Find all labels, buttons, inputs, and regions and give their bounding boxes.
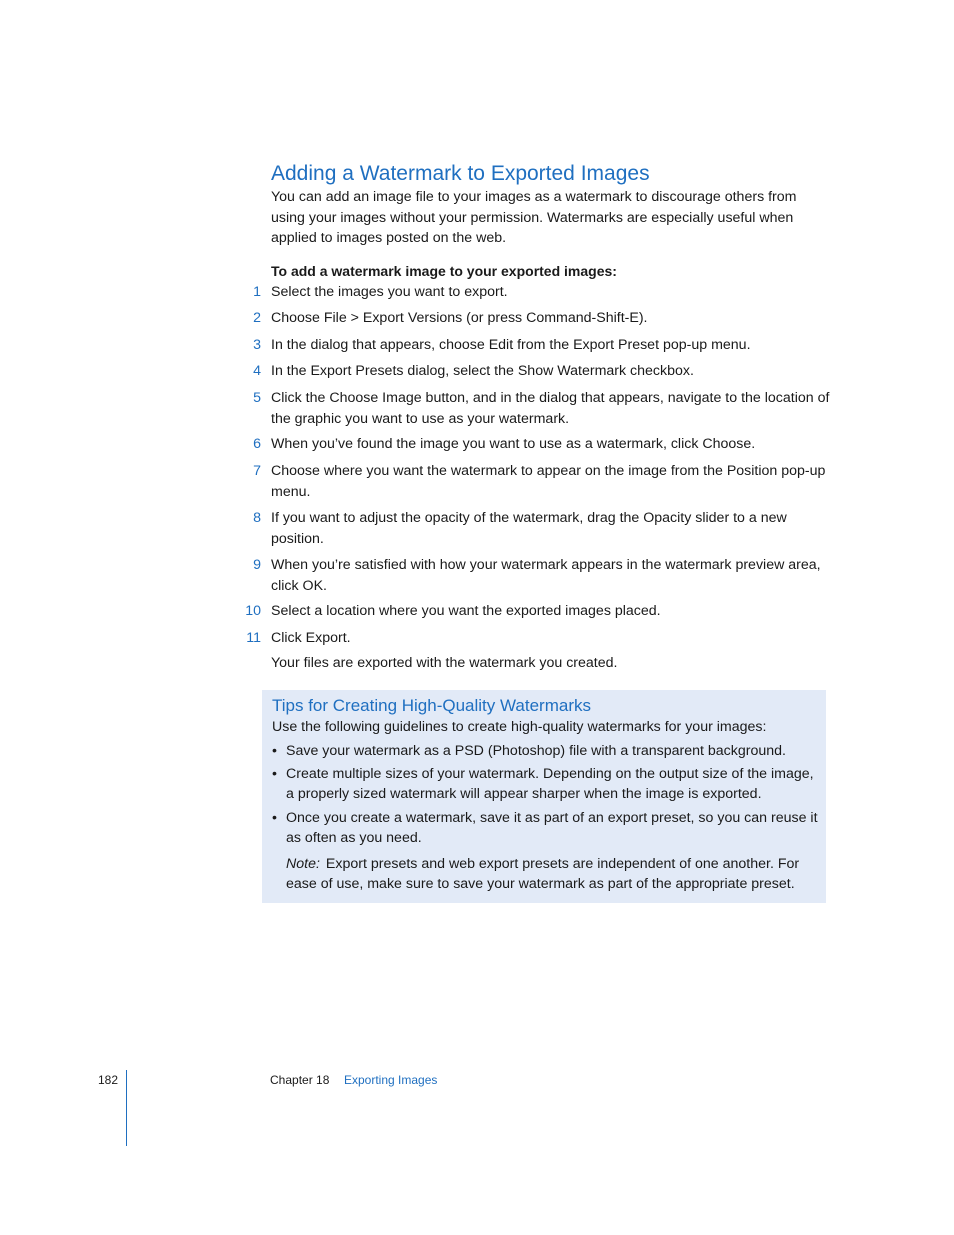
bullet-text: Create multiple sizes of your watermark. Depending on the output size of the image, a properly sized watermark will appear sharper when the image is exported. [286, 766, 814, 802]
page-number: 182 [98, 1073, 119, 1087]
bullet-marker: • [272, 743, 277, 759]
step-7 [240, 461, 840, 502]
step-text: In the dialog that appears, choose Edit from the Export Preset pop-up menu. [271, 337, 751, 353]
step-number: 2 [253, 310, 261, 326]
step-8 [240, 508, 840, 549]
step-text: In the Export Presets dialog, select the Show Watermark checkbox. [271, 363, 694, 379]
step-1 [240, 282, 840, 303]
step-number: 10 [245, 603, 261, 619]
note-text: Export presets and web export presets are independent of one another. For ease of use, make sure to save your watermark as part of the appropriate preset. [286, 856, 800, 892]
step-text: Click Export. [271, 630, 351, 646]
step-number: 3 [253, 337, 261, 353]
step-6 [240, 434, 840, 455]
step-number: 8 [253, 510, 261, 526]
result-text: Your files are exported with the watermark you created. [271, 655, 618, 671]
step-text: Choose File > Export Versions (or press Command-Shift-E). [271, 310, 648, 326]
step-number: 1 [253, 284, 261, 300]
step-number: 6 [253, 436, 261, 452]
step-text: If you want to adjust the opacity of the watermark, drag the Opacity slider to a new position. [271, 510, 787, 547]
tip-bullet-3 [272, 808, 820, 848]
step-text: Click the Choose Image button, and in the dialog that appears, navigate to the location of the graphic you want to use as your watermark. [271, 390, 830, 427]
step-3 [240, 335, 840, 356]
step-number: 7 [253, 463, 261, 479]
footer-divider [126, 1070, 127, 1146]
intro-paragraph: You can add an image file to your images as a watermark to discourage others from using your images without your permission. Watermarks are especially useful when applied to images posted on the web. [271, 189, 797, 246]
step-text: Choose where you want the watermark to appear on the image from the Position pop-up menu. [271, 463, 826, 500]
step-9 [240, 555, 840, 596]
step-text: When you’re satisfied with how your watermark appears in the watermark preview area, click OK. [271, 557, 821, 594]
tips-box [262, 690, 826, 903]
step-number: 4 [253, 363, 261, 379]
page-title: Adding a Watermark to Exported Images [271, 162, 650, 185]
procedure-heading: To add a watermark image to your exported images: [271, 263, 617, 279]
bullet-text: Once you create a watermark, save it as part of an export preset, so you can reuse it as often as you need. [286, 810, 818, 846]
tips-title: Tips for Creating High-Quality Watermarks [272, 696, 591, 715]
tip-bullet-2 [272, 764, 820, 804]
bullet-marker: • [272, 766, 277, 782]
footer-section: Exporting Images [344, 1073, 438, 1087]
step-10 [240, 601, 840, 622]
footer-chapter: Chapter 18 [270, 1073, 330, 1087]
step-number: 11 [246, 630, 261, 646]
note [286, 854, 820, 894]
tip-bullet-1 [272, 741, 820, 761]
step-text: Select the images you want to export. [271, 284, 508, 300]
step-2 [240, 308, 840, 329]
step-5 [240, 388, 840, 429]
step-11 [240, 628, 840, 649]
tips-intro: Use the following guidelines to create high-quality watermarks for your images: [272, 719, 767, 735]
step-text: When you’ve found the image you want to use as a watermark, click Choose. [271, 436, 756, 452]
step-4 [240, 361, 840, 382]
step-number: 5 [253, 390, 261, 406]
step-text: Select a location where you want the exported images placed. [271, 603, 661, 619]
step-number: 9 [253, 557, 261, 573]
bullet-text: Save your watermark as a PSD (Photoshop) file with a transparent background. [286, 743, 786, 759]
bullet-marker: • [272, 810, 277, 826]
note-label: Note: [286, 856, 320, 872]
